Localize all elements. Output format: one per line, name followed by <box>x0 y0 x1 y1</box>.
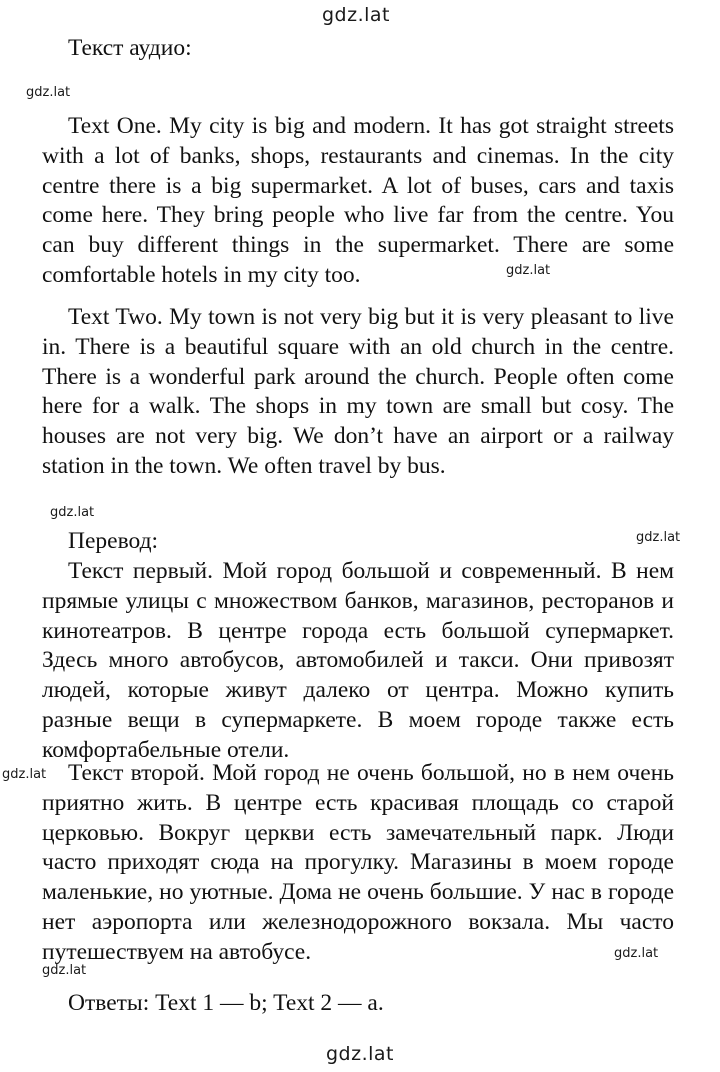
audio-heading: Текст аудио: <box>68 35 192 61</box>
watermark: gdz.lat <box>506 263 551 278</box>
translation-heading: Перевод: <box>68 528 159 554</box>
translation-one-paragraph: Текст первый. Мой город большой и современный. В нем прямые улицы с множеством банков, магазинов, ресторанов и кинотеатров. В центре города есть большой супермаркет. Здесь много автобусов, автомобилей и такси. Они привозят людей, которые живут далеко от центра. Можно купить разные вещи в супермаркете. В моем городе также есть комфортабельные отели. <box>42 558 674 763</box>
watermark-top: gdz.lat <box>322 4 391 26</box>
text-one-paragraph: Text One. My city is big and modern. It has got straight streets with a lot of banks, shops, restaurants and cinemas. In the city centre there is a big supermarket. A lot of buses, cars and taxis come here. They bring people who live far from the centre. You can buy different things in the supermarket. There are some comfortable hotels in my city too. <box>42 113 674 288</box>
watermark: gdz.lat <box>2 767 47 782</box>
watermark: gdz.lat <box>50 505 95 520</box>
watermark-bottom: gdz.lat <box>326 1043 395 1065</box>
watermark: gdz.lat <box>614 946 659 961</box>
translation-two-paragraph: Текст второй. Мой город не очень большой, но в нем очень приятно жить. В центре есть красивая площадь со старой церковью. Вокруг церкви есть замечательный парк. Люди часто приходят сюда на прогулку. Магазины в моем городе маленькие, но уютные. Дома не очень большие. У нас в городе нет аэропорта или железнодорожного вокзала. Мы часто путешествуем на автобусе. <box>42 760 674 965</box>
answers-line: Ответы: Text 1 — b; Text 2 — a. <box>68 990 384 1016</box>
text-two-paragraph: Text Two. My town is not very big but it is very pleasant to live in. There is a beautiful square with an old church in the centre. There is a wonderful park around the church. People often come here for a walk. The shops in my town are small but cosy. The houses are not very big. We don’t have an airport or a railway station in the town. We often travel by bus. <box>42 304 674 479</box>
watermark: gdz.lat <box>26 85 71 100</box>
watermark: gdz.lat <box>636 530 681 545</box>
watermark: gdz.lat <box>42 963 87 978</box>
